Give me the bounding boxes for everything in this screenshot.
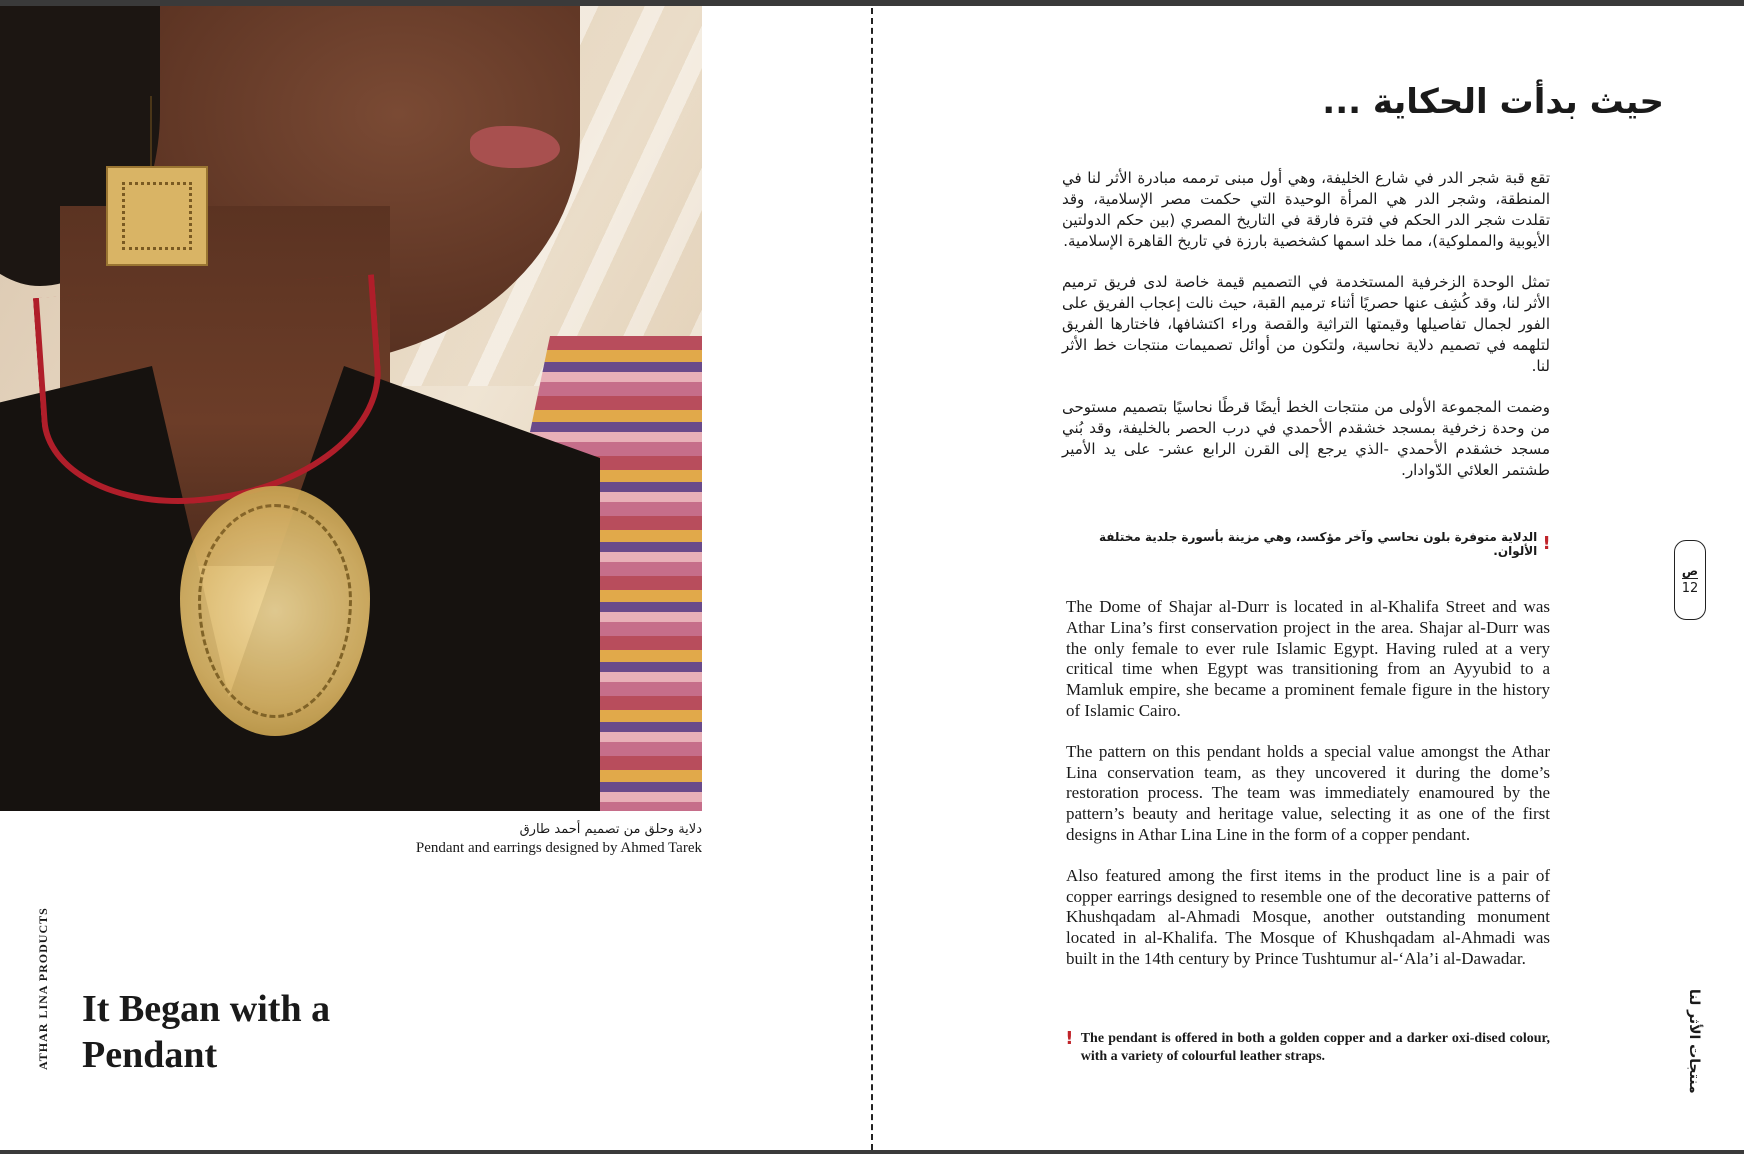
side-section-mark: منتجات الأثر لنا [1686,989,1702,1094]
photo-ear-hook [150,96,160,168]
arabic-note-text: الدلاية متوفرة بلون نحاسي وآخر مؤكسد، وهي مزينة بأسورة جلدية مختلفة الألوان. [1099,530,1538,558]
english-paragraph: The pattern on this pendant holds a special value amongst the Athar Lina conservation team, as they uncovered it during the dome’s restoration process. The team was immediately enamoured by the pattern’s beauty and heritage value, selecting it as one of the first designs in Athar Lina Line in the form of a copper pendant. [1066,741,1550,844]
english-title-line2: Pendant [82,1034,218,1076]
english-paragraph: The Dome of Shajar al-Durr is located in al-Khalifa Street and was Athar Lina’s first conservation project in the area. Shajar al-Durr was the only female to ever rule Islamic Egypt. Having ruled at a very critical time when Egypt was transitioning from an Ayyubid to a Mamluk empire, she became a prominent female figure in the history of Islamic Cairo. [1066,597,1550,720]
english-body [1066,597,1550,990]
page-fold-line [871,8,873,1150]
caption-arabic: دلاية وحلق من تصميم أحمد طارق [519,822,702,837]
red-marker-icon: ǃ [1066,1028,1073,1049]
english-note [1066,1030,1550,1066]
english-note-text: The pendant is offered in both a golden copper and a darker oxi-dised colour, with a variety of colourful leather straps. [1080,1031,1550,1064]
english-title-line1: It Began with a [82,988,331,1030]
photo-lips [470,126,560,168]
red-marker-icon: ǃ [1543,533,1550,554]
arabic-title: حيث بدأت الحكاية ... [1322,82,1664,122]
arabic-paragraph: وضمت المجموعة الأولى من منتجات الخط أيضًا قرطًا نحاسيًا بتصميم مستوحى من وحدة زخرفية بمسجد خشقدم الأحمدي في درب الحصر بالخليفة، وقد بُني مسجد خشقدم الأحمدي -الذي يرجع إلى القرن الرابع عشر- على يد الأمير طشتمر العلائي الدّوادار. [1062,398,1550,479]
english-title [82,986,502,1078]
page-number: 12 [1682,578,1699,596]
caption-english: Pendant and earrings designed by Ahmed Tarek [415,840,702,856]
english-paragraph: Also featured among the first items in the product line is a pair of copper earrings designed to resemble one of the decorative patterns of Khushqadam al-Ahmadi Mosque, another outstanding monument located in al-Khalifa. The Mosque of Khushqadam al-Ahmadi was built in the 14th century by Prince Tushtumur al-‘Ala’i al-Dawadar. [1066,865,1550,968]
section-label: ATHAR LINA PRODUCTS [36,907,50,1070]
arabic-body [1062,168,1550,501]
bottom-border [0,1150,1744,1154]
photo-caption [416,820,702,858]
arabic-paragraph: تمثل الوحدة الزخرفية المستخدمة في التصميم قيمة خاصة لدى فريق ترميم الأثر لنا، وقد كُشِف عنها حصريًا أثناء ترميم القبة، حيث نالت إعجاب الفريق على الفور لجمال تفاصيلها وقيمتها التراثية والقصة وراء اكتشافها، فاختارها الفريق لتلهمه في تصميم دلاية نحاسية، ولتكون من أوائل تصميمات منتجات خط الأثر لنا. [1062,273,1550,375]
page-number-badge [1674,540,1706,620]
pendant-photo [0,6,702,811]
arabic-paragraph: تقع قبة شجر الدر في شارع الخليفة، وهي أول مبنى ترممه مبادرة الأثر لنا في المنطقة، وشجر الدر هي المرأة الوحيدة التي حكمت مصر الإسلامية، وقد تقلدت شجر الدر الحكم في فترة فارقة في التاريخ المصري (بين حكم الدولتين الأيوبية والمملوكية)، مما خلد اسمها كشخصية بارزة في تاريخ القاهرة الإسلامية. [1062,169,1550,250]
page-label: ص [1681,564,1699,578]
arabic-note [1062,530,1550,558]
earring-image [106,166,208,266]
